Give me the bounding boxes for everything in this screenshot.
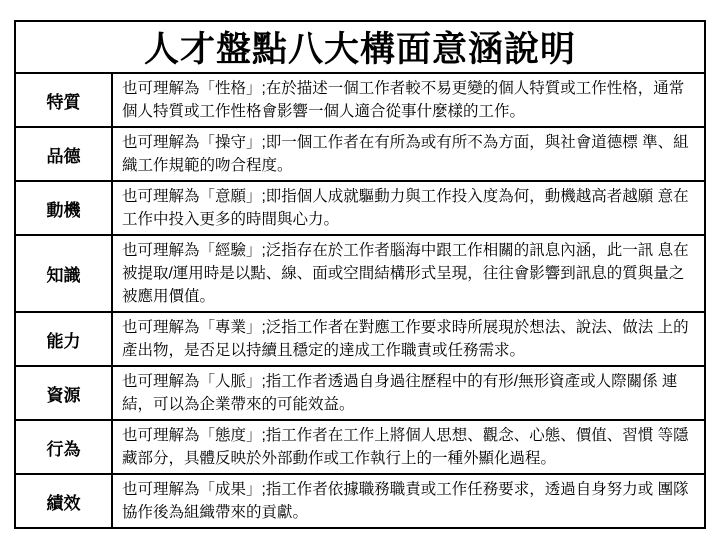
dimension-label: 動機 — [16, 182, 113, 234]
dimension-label: 特質 — [16, 74, 113, 126]
row-resource — [16, 365, 704, 419]
row-motivation — [16, 180, 704, 234]
description-text: 也可理解為「專業」;泛指工作者在對應工作要求時所展現於想法、說法、做法 上的產出物，是否足以持續且穩定的達成工作職責或任務需求。 — [122, 319, 689, 359]
dimension-label: 知識 — [16, 236, 113, 311]
dimension-label: 能力 — [16, 313, 113, 365]
row-ability — [16, 311, 704, 365]
dimension-description — [113, 236, 704, 311]
dimension-label: 績效 — [16, 475, 113, 527]
page-title: 人才盤點八大構面意涵說明 — [143, 30, 576, 69]
dimension-label: 品德 — [16, 128, 113, 180]
description-text: 也可理解為「意願」;即指個人成就驅動力與工作投入度為何，動機越高者越願 意在工作中投入更多的時間與心力。 — [122, 188, 689, 228]
description-text: 也可理解為「態度」;指工作者在工作上將個人思想、觀念、心態、價值、習慣 等隱藏部分，具體反映於外部動作或工作執行上的一種外顯化過程。 — [122, 427, 689, 467]
description-text: 也可理解為「性格」;在於描述一個工作者較不易更變的個人特質或工作性格，通常個人特質或工作性格會影響一個人適合從事什麼樣的工作。 — [122, 80, 685, 120]
dimension-description — [113, 128, 704, 180]
dimension-label: 資源 — [16, 367, 113, 419]
description-text: 也可理解為「經驗」;泛指存在於工作者腦海中跟工作相關的訊息內涵，此一訊 息在被提取/運用時是以點、線、面或空間結構形式呈現，往往會影響到訊息的質與量之被應用價值。 — [122, 242, 689, 305]
dimension-description — [113, 313, 704, 365]
dimension-description — [113, 74, 704, 126]
dimension-label: 行為 — [16, 421, 113, 473]
row-virtue — [16, 126, 704, 180]
description-text: 也可理解為「操守」;即一個工作者在有所為或有所不為方面，與社會道德標 準、組織工作規範的吻合程度。 — [122, 134, 689, 174]
talent-dimensions-table — [14, 20, 706, 529]
row-performance — [16, 473, 704, 527]
description-text: 也可理解為「成果」;指工作者依據職務職責或工作任務要求，透過自身努力或 團隊協作後為組織帶來的貢獻。 — [122, 481, 689, 521]
dimension-description — [113, 367, 704, 419]
dimension-description — [113, 421, 704, 473]
row-knowledge — [16, 234, 704, 311]
row-behavior — [16, 419, 704, 473]
description-text: 也可理解為「人脈」;指工作者透過自身過往歷程中的有形/無形資產或人際關係 連結，可以為企業帶來的可能效益。 — [122, 373, 678, 413]
dimension-description — [113, 475, 704, 527]
dimension-description — [113, 182, 704, 234]
row-trait — [16, 72, 704, 126]
